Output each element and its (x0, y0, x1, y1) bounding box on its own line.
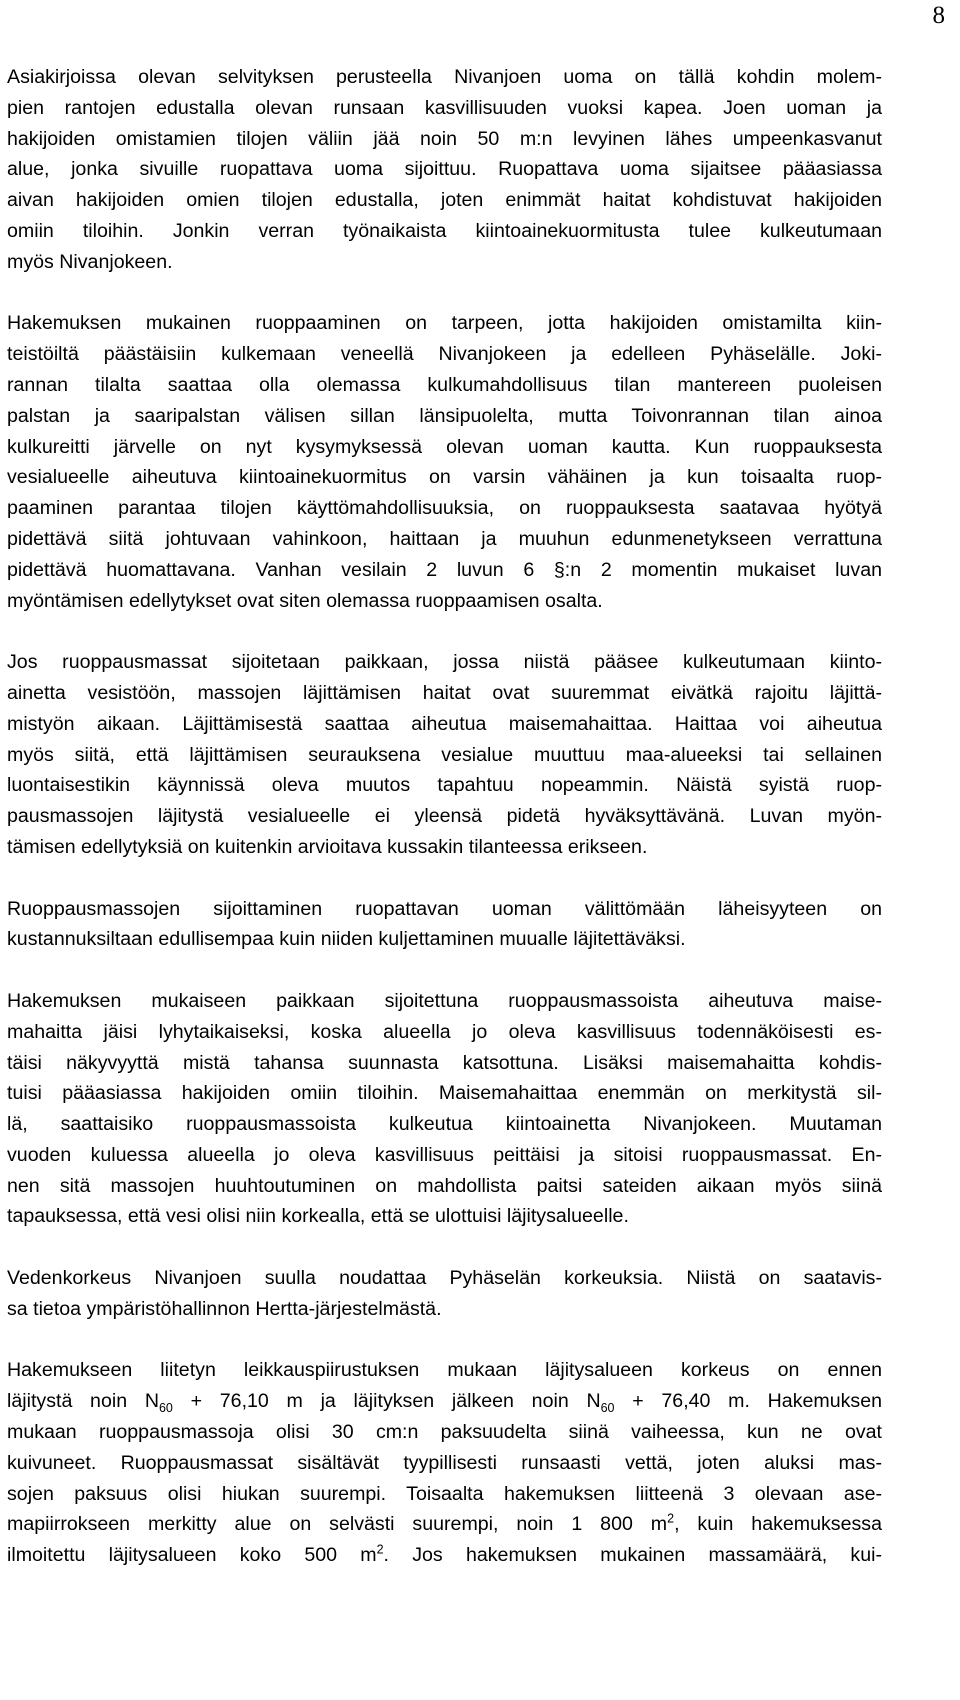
text-line: myös siitä, että läjittämisen seurauksena vesialue muuttuu maa-alueeksi tai sellainen (7, 743, 882, 766)
paragraph-3 (7, 647, 882, 863)
document-body (7, 62, 882, 1602)
paragraph-4 (7, 894, 882, 956)
text-line: vesialueelle aiheutuva kiintoainekuormitus on varsin vähäinen ja kun toisaalta ruop- (7, 466, 882, 489)
text-line: pausmassojen läjitystä vesialueelle ei yleensä pidetä hyväksyttävänä. Luvan myön- (7, 805, 882, 828)
subscript: 60 (158, 1401, 173, 1416)
text-line: Hakemukseen liitetyn leikkauspiirustuksen mukaan läjitysalueen korkeus on ennen (7, 1359, 882, 1382)
paragraph-6 (7, 1263, 882, 1325)
subscript: 60 (600, 1401, 615, 1416)
text-line: kustannuksiltaan edullisempaa kuin niiden kuljettaminen muualle läjitettäväksi. (7, 928, 686, 951)
text-line: pidettävä siitä johtuvaan vahinkoon, haittaan ja muuhun edunmenetykseen verrattuna (7, 527, 882, 550)
text-line: mapiirrokseen merkitty alue on selvästi suurempi, noin 1 800 $m^2$, kuin hakemuksessa (7, 1511, 882, 1536)
text-line: Hakemuksen mukainen ruoppaaminen on tarpeen, jotta hakijoiden omistamilta kiin- (7, 312, 882, 335)
text-line: vuoden kuluessa alueella jo oleva kasvillisuus peittäisi ja sitoisi ruoppausmassat. En- (7, 1143, 882, 1166)
text-line: pien rantojen edustalla olevan runsaan kasvillisuuden vuoksi kapea. Joen uoman ja (7, 96, 882, 119)
text-line: sojen paksuus olisi hiukan suurempi. Toisaalta hakemuksen liitteenä 3 olevaan ase- (7, 1482, 882, 1505)
text-line: nen sitä massojen huuhtoutuminen on mahdollista paitsi sateiden aikaan myös siinä (7, 1174, 882, 1197)
text-line: Hakemuksen mukaiseen paikkaan sijoitettuna ruoppausmassoista aiheutuva maise- (7, 989, 882, 1012)
text-line: ilmoitettu läjitysalueen koko 500 $m^2$. Jos hakemuksen mukainen massamäärä, kui- (7, 1542, 882, 1567)
text-line: Vedenkorkeus Nivanjoen suulla noudattaa Pyhäselän korkeuksia. Niistä on saatavis- (7, 1267, 882, 1290)
text-line: lä, saattaisiko ruoppausmassoista kulkeutua kiintoainetta Nivanjokeen. Muutaman (7, 1113, 882, 1136)
paragraph-last (7, 1355, 882, 1571)
text-line: tuisi pääasiassa hakijoiden omiin tiloihin. Maisemahaittaa enemmän on merkitystä sil- (7, 1082, 882, 1105)
paragraph-1 (7, 62, 882, 278)
paragraph-2 (7, 308, 882, 616)
text-line: rannan tilalta saattaa olla olemassa kulkumahdollisuus tilan mantereen puoleisen (7, 373, 882, 396)
text-line: omiin tiloihin. Jonkin verran työnaikaista kiintoainekuormitusta tulee kulkeutumaan (7, 219, 882, 242)
text-line: läjitystä noin $N_{60} + 76,10$ m ja läjityksen jälkeen noin $N_{60} + 76,40$ m. Hakemuksen (7, 1390, 882, 1416)
paragraph-5 (7, 986, 882, 1232)
text-line: sa tietoa ympäristöhallinnon Hertta-järjestelmästä. (7, 1297, 442, 1320)
text-line: luontaisestikin käynnissä oleva muutos tapahtuu nopeammin. Näistä syistä ruop- (7, 774, 882, 797)
text-line: myös Nivanjokeen. (7, 250, 173, 273)
text-line: Asiakirjoissa olevan selvityksen perusteella Nivanjoen uoma on tällä kohdin molem- (7, 66, 882, 88)
text-line: Ruoppausmassojen sijoittaminen ruopattavan uoman välittömään läheisyyteen on (7, 897, 882, 920)
text-line: täisi näkyvyyttä mistä tahansa suunnasta katsottuna. Lisäksi maisemahaitta kohdis- (7, 1051, 882, 1074)
text-line: mahaitta jäisi lyhytaikaiseksi, koska alueella jo oleva kasvillisuus todennäköisesti es- (7, 1020, 882, 1043)
text-line: mistyön aikaan. Läjittämisestä saattaa aiheutua maisemahaittaa. Haittaa voi aiheutua (7, 712, 882, 735)
text-line: hakijoiden omistamien tilojen väliin jää noin 50 m:n levyinen lähes umpeenkasvanut (7, 127, 882, 150)
text-line: palstan ja saaripalstan välisen sillan länsipuolelta, mutta Toivonrannan tilan ainoa (7, 404, 882, 427)
text-line: aivan hakijoiden omien tilojen edustalla, joten enimmät haitat kohdistuvat hakijoiden (7, 189, 882, 212)
text-line: myöntämisen edellytykset ovat siten olemassa ruoppaamisen osalta. (7, 589, 603, 612)
text-line: ainetta vesistöön, massojen läjittämisen haitat ovat suuremmat eivätkä rajoitu läjittä- (7, 681, 882, 704)
page-number: 8 (932, 2, 945, 29)
text-line: alue, jonka sivuille ruopattava uoma sijoittuu. Ruopattava uoma sijaitsee pääasiassa (7, 158, 882, 181)
text-line: teistöiltä päästäisiin kulkemaan veneellä Nivanjokeen ja edelleen Pyhäselälle. Joki- (7, 343, 882, 366)
text-line: kulkureitti järvelle on nyt kysymyksessä olevan uoman kautta. Kun ruoppauksesta (7, 435, 882, 458)
text-line: Jos ruoppausmassat sijoitetaan paikkaan, jossa niistä pääsee kulkeutumaan kiinto- (7, 651, 882, 674)
text-line: tapauksessa, että vesi olisi niin korkealla, että se ulottuisi läjitysalueelle. (7, 1205, 629, 1228)
superscript: 2 (667, 1511, 675, 1526)
text-line: tämisen edellytyksiä on kuitenkin arvioitava kussakin tilanteessa erikseen. (7, 835, 648, 858)
text-line: pidettävä huomattavana. Vanhan vesilain 2 luvun 6 §:n 2 momentin mukaiset luvan (7, 558, 882, 581)
superscript: 2 (376, 1542, 384, 1557)
text-line: paaminen parantaa tilojen käyttömahdollisuuksia, on ruoppauksesta saatavaa hyötyä (7, 497, 882, 520)
text-line: kuivuneet. Ruoppausmassat sisältävät tyypillisesti runsaasti vettä, joten aluksi mas- (7, 1451, 882, 1474)
text-line: mukaan ruoppausmassoja olisi 30 cm:n paksuudelta siinä vaiheessa, kun ne ovat (7, 1421, 882, 1444)
